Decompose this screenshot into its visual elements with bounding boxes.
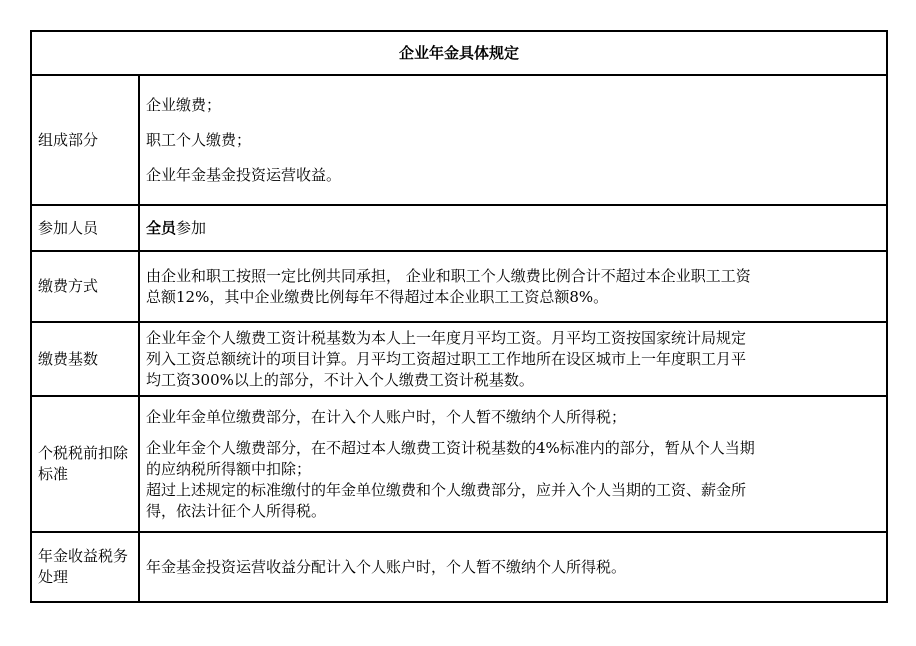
text-line: 由企业和职工按照一定比例共同承担， 企业和职工个人缴费比例合计不超过本企业职工工资 <box>146 266 751 285</box>
text-line: 企业年金个人缴费部分，在不超过本人缴费工资计税基数的4%标准内的部分，暂从个人当期 <box>146 438 755 457</box>
table-header-row <box>31 31 887 75</box>
row-text: 参加 <box>176 218 207 237</box>
row-participants <box>31 205 887 251</box>
row-content <box>139 396 887 532</box>
row-content <box>139 251 887 322</box>
row-label: 组成部分 <box>31 75 139 205</box>
row-content: 年金基金投资运营收益分配计入个人账户时，个人暂不缴纳个人所得税。 <box>139 532 887 602</box>
row-label: 缴费方式 <box>31 251 139 322</box>
list-item: 企业年金基金投资运营收益。 <box>146 165 342 184</box>
text-line: 企业年金个人缴费工资计税基数为本人上一年度月平均工资。月平均工资按国家统计局规定 <box>146 328 747 347</box>
text-line: 总额12%，其中企业缴费比例每年不得超过本企业职工工资总额8%。 <box>146 287 609 306</box>
text-line: 列入工资总额统计的项目计算。月平均工资超过职工工作地所在设区城市上一年度职工月平 <box>146 349 747 368</box>
row-annuity-income-tax <box>31 532 887 602</box>
row-pretax-deduction <box>31 396 887 532</box>
row-content <box>139 75 887 205</box>
list-item: 职工个人缴费； <box>146 130 252 149</box>
row-label: 参加人员 <box>31 205 139 251</box>
list-item: 企业缴费； <box>146 95 222 114</box>
table-title: 企业年金具体规定 <box>31 31 887 75</box>
row-payment-method <box>31 251 887 322</box>
row-label: 年金收益税务处理 <box>31 532 139 602</box>
text-line: 超过上述规定的标准缴付的年金单位缴费和个人缴费部分，应并入个人当期的工资、薪金所 <box>146 480 747 499</box>
text-line: 企业年金单位缴费部分，在计入个人账户时，个人暂不缴纳个人所得税； <box>146 407 627 426</box>
row-label: 个税税前扣除标准 <box>31 396 139 532</box>
text-line: 得，依法计征个人所得税。 <box>146 501 327 520</box>
enterprise-annuity-table <box>30 30 888 603</box>
row-content <box>139 205 887 251</box>
row-contribution-base <box>31 322 887 396</box>
text-line: 均工资300%以上的部分，不计入个人缴费工资计税基数。 <box>146 370 534 389</box>
row-label: 缴费基数 <box>31 322 139 396</box>
row-composition <box>31 75 887 205</box>
text-line: 的应纳税所得额中扣除； <box>146 459 312 478</box>
emphasis-text: 全员 <box>146 218 177 237</box>
row-content <box>139 322 887 396</box>
